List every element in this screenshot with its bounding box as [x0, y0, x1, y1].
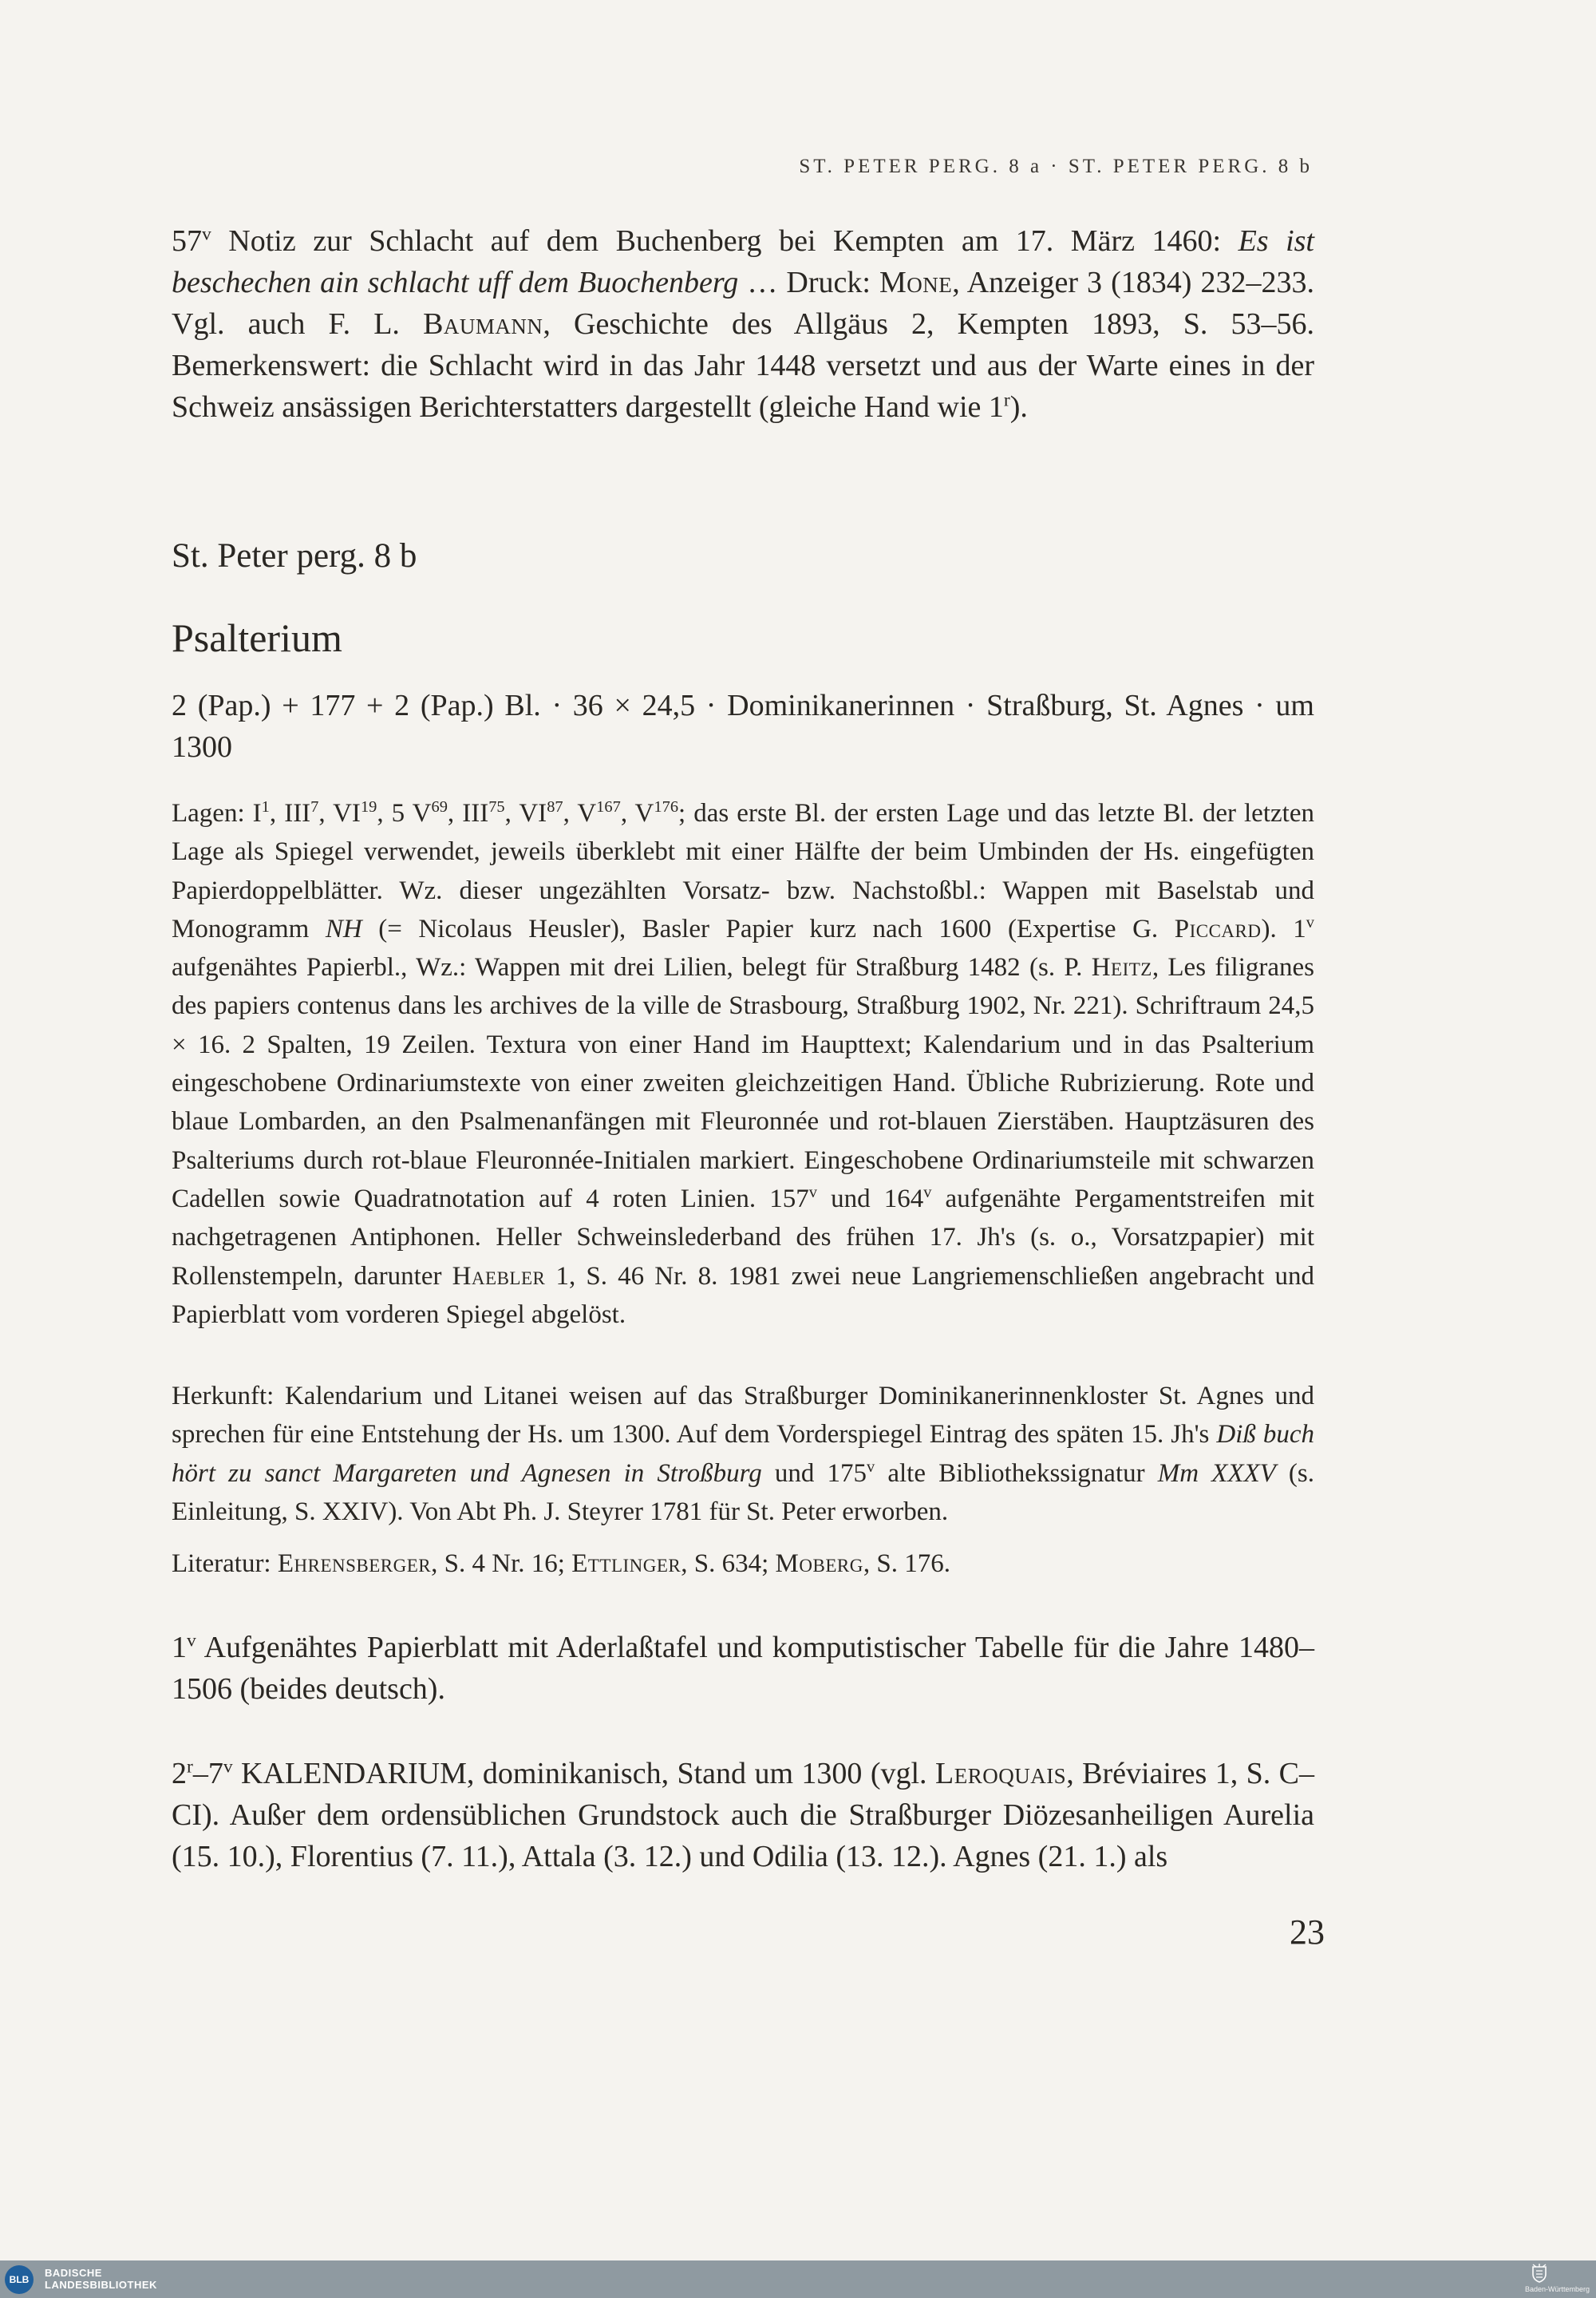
text-run: Herkunft: Kalendarium und Litanei weisen auf das Straßburger Dominikanerinnenkloster St. Agnes und sprechen für eine Entstehung der Hs. um 1300. Auf dem Vorderspiegel Eintrag des späten 15. Jh's: [172, 1382, 1314, 1450]
author-name: Heitz: [1091, 953, 1152, 983]
text-run: … Druck:: [738, 266, 879, 299]
quire-sup: 19: [360, 798, 377, 816]
text-run: –7: [192, 1757, 223, 1790]
quote-italic: Es ist beschechen ain schlacht uff dem Buochenberg: [172, 224, 1314, 299]
running-head: ST. PETER PERG. 8 a · ST. PETER PERG. 8 b: [799, 156, 1313, 177]
author-name: Ehrensberger: [277, 1549, 432, 1578]
text-run: , Geschichte des Allgäus 2, Kempten 1893, S. 53–56. Bemerkenswert: die Schlacht wird in das Jahr 1448 versetzt und aus der Warte eines in der Schweiz ansässigen Berichterstatters dargestellt (gleiche Hand wie 1: [172, 307, 1314, 424]
quire-sup: 167: [596, 798, 621, 816]
folio-number: 1: [172, 1631, 187, 1664]
viewer-footer-bar: [0, 2260, 1596, 2298]
text-run: , S. 634;: [681, 1549, 776, 1578]
text-run: (= Nicolaus Heusler), Basler Papier kurz nach 1600 (Expertise G.: [361, 914, 1175, 943]
text-run: ). 1: [1261, 914, 1306, 943]
text-run: Notiz zur Schlacht auf dem Buchenberg bei Kempten am 17. März 1460:: [211, 224, 1238, 258]
text-run: aufgenähtes Papierbl., Wz.: Wappen mit drei Lilien, belegt für Straßburg 1482 (s. P.: [172, 953, 1092, 983]
signature-italic: Mm XXXV: [1157, 1458, 1276, 1488]
folio-sup: r: [187, 1756, 193, 1778]
text-run: 1, S. 46 Nr. 8. 1981 zwei neue Langriemenschließen angebracht und Papierblatt vom vorderen Spiegel abgelöst.: [172, 1261, 1315, 1329]
text-run: , Les filigranes des papiers contenus dans les archives de la ville de Strasbourg, Straßburg 1902, Nr. 221). Schriftraum 24,5 × 16. 2 Spalten, 19 Zeilen. Textura von einer Hand im Haupttext; Kalendarium und in das Psalterium eingeschobene Ordinariumstexte von einer zweiten gleichzeitigen Hand. Übliche Rubrizierung. Rote und blaue Lombarden, an den Psalmenanfängen mit Fleuronnée und rot-blauen Zierstäben. Hauptzäsuren des Psalteriums durch rot-blaue Fleuronnée-Initialen markiert. Eingeschobene Ordinariumsteile mit schwarzen Cadellen sowie Quadratnotation auf 4 roten Linien. 157: [172, 953, 1314, 1213]
author-name: Ettlinger: [571, 1549, 681, 1578]
blb-logo-icon[interactable]: BLB: [5, 2265, 34, 2294]
author-name: Piccard: [1174, 914, 1262, 943]
text-run: , S. 4 Nr. 16;: [431, 1549, 572, 1578]
text-run: , S. 176.: [863, 1549, 950, 1578]
author-name: Baumann: [423, 307, 543, 341]
page-number: 23: [1290, 1912, 1325, 1952]
author-name: Leroquais: [934, 1757, 1067, 1790]
text-run: , V: [563, 799, 597, 828]
text-run: , Bréviaires 1, S. C–CI). Außer dem ordensüblichen Grundstock auch die Straßburger Diözesanheiligen Aurelia (15. 10.), Florentius (7. 11.), Attala (3. 12.) und Odilia (13. 12.). Agnes (21. 1.) als: [172, 1757, 1314, 1873]
folio-sup: v: [867, 1458, 875, 1476]
bw-label[interactable]: Baden-Württemberg: [1524, 2285, 1590, 2293]
text-run: ; das erste Bl. der ersten Lage und das letzte Bl. der letzten Lage als Spiegel verwendet, jeweils überklebt mit einer Hälfte der beim Umbinden der Hs. eingefügten Papierdoppelblätter. Wz. dieser ungezählten Vorsatz- bzw. Nachstoßbl.: Wappen mit Baselstab und Monogramm: [172, 799, 1314, 943]
text-run: , VI: [504, 799, 547, 828]
quire-sup: 69: [431, 798, 448, 816]
folio-number: 2: [172, 1757, 187, 1790]
text-run: , Anzeiger 3 (1834) 232–233. Vgl. auch F. L.: [172, 266, 1314, 341]
text-run: und 175: [761, 1458, 867, 1488]
text-run: , V: [620, 799, 654, 828]
literatur-paragraph: [172, 1545, 1314, 1583]
quire-sup: 87: [547, 798, 563, 816]
lagen-paragraph: [172, 794, 1314, 1334]
quire-sup: 75: [488, 798, 505, 816]
quote-italic: Diß buch hört zu sanct Margareten und Agnesen in Stroßburg: [172, 1420, 1314, 1488]
monogram-italic: NH: [325, 914, 362, 943]
folio-sup: v: [187, 1630, 196, 1651]
author-name: Mone: [879, 266, 953, 299]
folio-1v-paragraph: [172, 1627, 1314, 1710]
folio-number: 57: [172, 224, 202, 258]
folio-sup: v: [1306, 913, 1315, 931]
text-run: , VI: [318, 799, 361, 828]
library-name-line2: LANDESBIBLIOTHEK: [45, 2279, 157, 2291]
text-run: Aufgenähtes Papierblatt mit Aderlaßtafel und komputistischer Tabelle für die Jahre 1480–1506 (beides deutsch).: [172, 1631, 1314, 1706]
folio-sup: v: [202, 223, 211, 245]
text-run: Literatur:: [172, 1549, 278, 1578]
text-run: Lagen: I: [172, 799, 262, 828]
library-name[interactable]: [45, 2267, 157, 2291]
quire-sup: 1: [261, 798, 270, 816]
text-run: KALENDARIUM, dominikanisch, Stand um 1300 (vgl.: [232, 1757, 935, 1790]
folio-sup: v: [923, 1183, 932, 1201]
text-run: , III: [269, 799, 311, 828]
quire-sup: 7: [310, 798, 319, 816]
text-run: aufgenähte Pergamentstreifen mit nachgetragenen Antiphonen. Heller Schweinslederband des frühen 17. Jh's (s. o., Vorsatzpapier) mit Rollenstempeln, darunter: [172, 1184, 1315, 1291]
folio-sup: v: [808, 1183, 818, 1201]
text-run: , III: [447, 799, 489, 828]
intro-paragraph: [172, 220, 1314, 428]
quire-sup: 176: [654, 798, 679, 816]
shelfmark-heading: St. Peter perg. 8 b: [172, 537, 417, 575]
text-run: alte Bibliothekssignatur: [875, 1458, 1158, 1488]
author-name: Moberg: [775, 1549, 863, 1578]
text-run: , 5 V: [377, 799, 432, 828]
folio-sup: r: [1003, 390, 1010, 411]
entry-title: Psalterium: [172, 615, 342, 660]
author-name: Haebler: [452, 1261, 546, 1291]
herkunft-paragraph: [172, 1377, 1314, 1531]
folio-sup: v: [223, 1756, 233, 1778]
text-run: ).: [1009, 390, 1028, 424]
text-run: (s. Einleitung, S. XXIV). Von Abt Ph. J. Steyrer 1781 für St. Peter erworben.: [172, 1458, 1315, 1526]
text-run: und 164: [817, 1184, 924, 1213]
bw-crest-icon: [1531, 2264, 1548, 2283]
physical-description: 2 (Pap.) + 177 + 2 (Pap.) Bl. · 36 × 24,5 · Dominikanerinnen · Straßburg, St. Agnes · um 1300: [172, 689, 1314, 764]
library-name-line1: BADISCHE: [45, 2267, 102, 2279]
kalendarium-paragraph: [172, 1753, 1314, 1877]
